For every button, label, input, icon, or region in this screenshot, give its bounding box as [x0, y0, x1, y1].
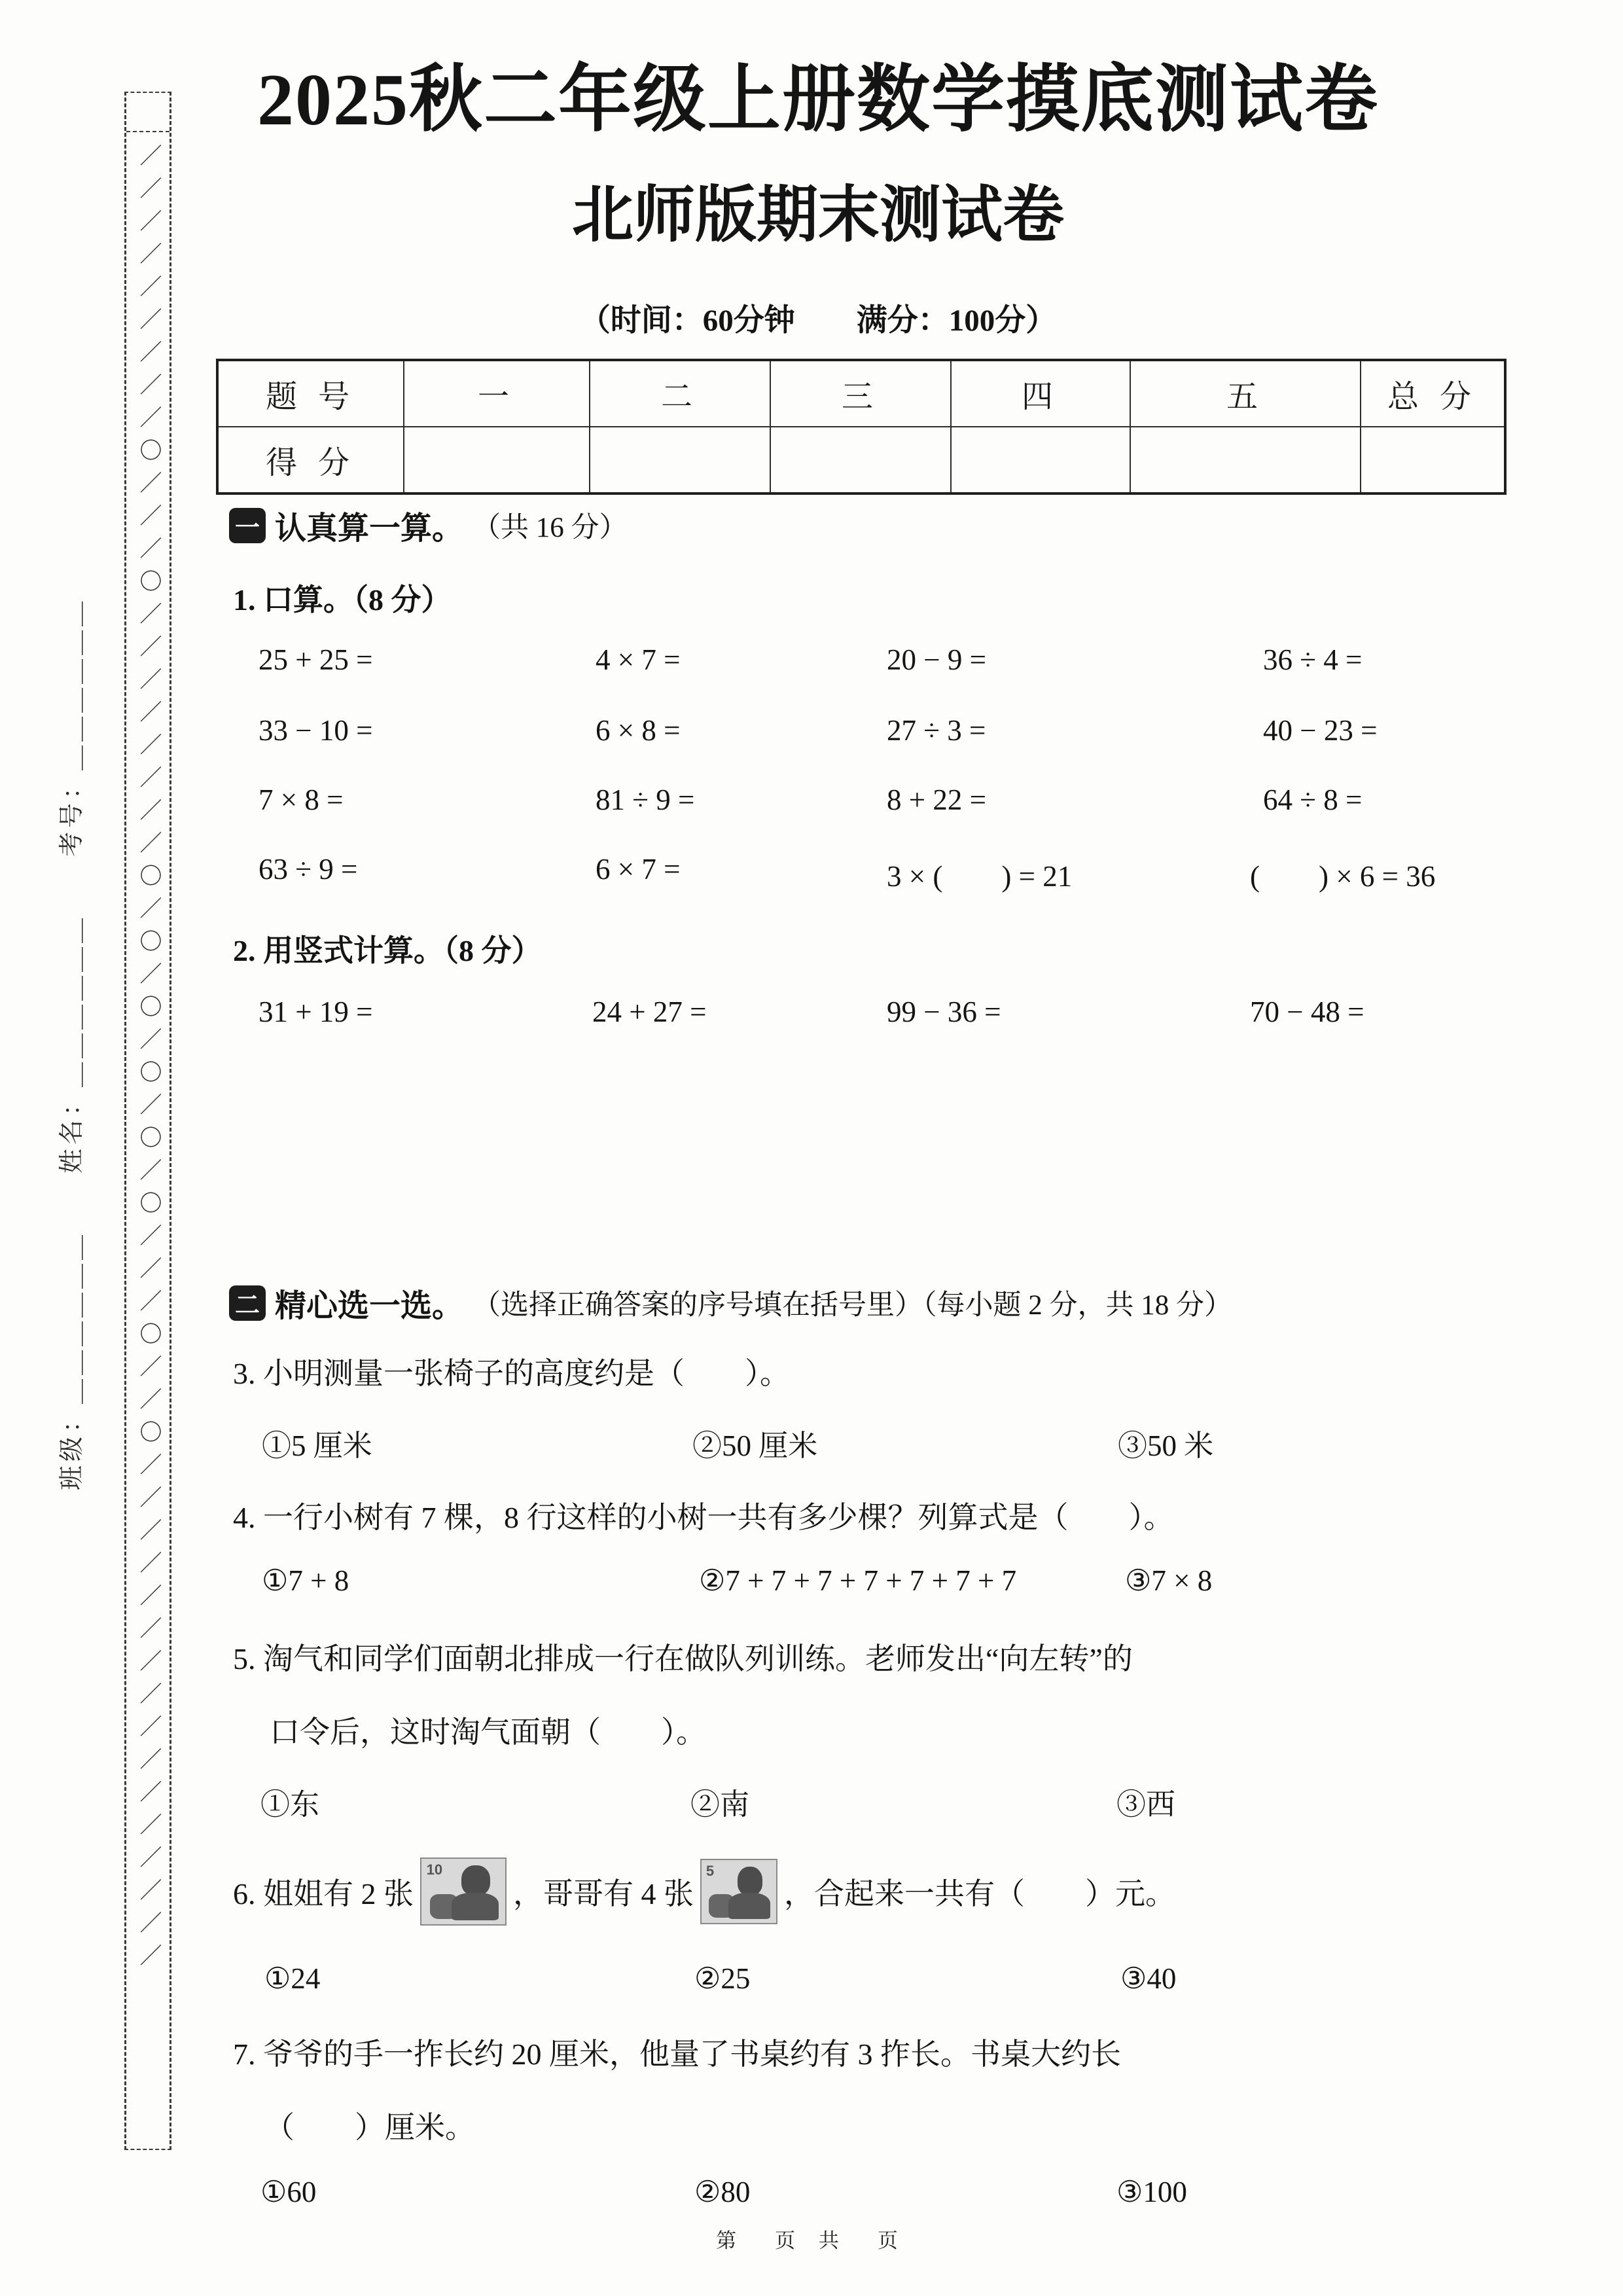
q1-expression: 3 × ( ) = 21	[887, 860, 1073, 893]
q6-option-3: ③40	[1120, 1962, 1177, 1995]
q1-expression: 6 × 8 =	[596, 714, 681, 747]
q5-options	[229, 1780, 1531, 1820]
binding-strip-cap	[126, 131, 169, 132]
question-5-text-line2: 口令后，这时淘气面朝（ ）。	[270, 1715, 706, 1749]
paper-body	[229, 0, 1531, 2296]
q1-row-1	[229, 643, 1531, 682]
banknote-10-yuan-image	[420, 1857, 507, 1926]
question-7-text-line1: 7. 爷爷的手一拃长约 20 厘米，他量了书桌约有 3 拃长。书桌大约长	[233, 2037, 1121, 2071]
section-1-points: （共 16 分）	[473, 512, 628, 543]
question-4-text: 4. 一行小树有 7 棵，8 行这样的小树一共有多少棵？列算式是（ ）。	[233, 1501, 1174, 1534]
q7-option-3: ③100	[1116, 2176, 1187, 2208]
q1-expression: 6 × 7 =	[596, 853, 681, 886]
q1-expression: 27 ÷ 3 =	[887, 714, 986, 747]
q1-row-3	[229, 783, 1531, 822]
q1-expression: 81 ÷ 9 =	[596, 783, 695, 816]
section-1-number-icon: 一	[229, 508, 266, 543]
score-header-cell: 四	[951, 360, 1130, 427]
q1-expression: 40 − 23 =	[1263, 714, 1378, 747]
q6-option-2: ②25	[694, 1962, 751, 1995]
q1-expression: 36 ÷ 4 =	[1263, 643, 1363, 676]
q3-option-3: ③50 米	[1118, 1429, 1214, 1462]
q4-option-1: ①7 + 8	[262, 1564, 349, 1597]
q1-expression: 64 ÷ 8 =	[1263, 783, 1363, 816]
banknote-portrait-head	[461, 1865, 490, 1895]
q2-expression: 99 − 36 =	[887, 996, 1001, 1028]
q5-option-3: ③西	[1116, 1788, 1176, 1821]
paper-subtitle: 北师版期末测试卷	[571, 181, 1064, 249]
q6-text-mid: ，哥哥有 4 张	[513, 1877, 694, 1910]
section-1-header	[229, 503, 628, 548]
banknote-portrait-head	[738, 1867, 763, 1895]
score-header-cell: 三	[770, 360, 951, 427]
q5-option-2: ②南	[690, 1788, 750, 1821]
q4-option-2: ②7 + 7 + 7 + 7 + 7 + 7 + 7	[699, 1564, 1017, 1597]
score-row-label: 得 分	[217, 427, 404, 493]
q1-expression: 7 × 8 =	[259, 783, 344, 816]
score-header-cell: 一	[404, 360, 590, 427]
q6-option-1: ①24	[264, 1962, 321, 1995]
q1-row-4	[229, 852, 1531, 891]
q4-option-3: ③7 × 8	[1125, 1564, 1213, 1597]
q1-row-2	[229, 713, 1531, 753]
time-score-info: （时间：60分钟 满分：100分）	[579, 304, 1057, 338]
q2-expression: 24 + 27 =	[592, 996, 707, 1028]
score-header-cell: 五	[1130, 360, 1361, 427]
q7-option-1: ①60	[260, 2176, 317, 2208]
student-info-margin	[51, 563, 136, 1525]
q3-options	[229, 1422, 1531, 1461]
q6-options	[229, 1961, 1531, 2000]
question-5-text-line1: 5. 淘气和同学们面朝北排成一行在做队列训练。老师发出“向左转”的	[233, 1642, 1133, 1676]
q2-row	[229, 995, 1531, 1034]
banknote-denomination: 10	[426, 1861, 443, 1878]
section-2-header	[229, 1280, 1232, 1325]
banknote-portrait-body	[452, 1893, 499, 1920]
score-header-cell: 二	[590, 360, 770, 427]
question-1-label: 1. 口算。（8 分）	[233, 583, 452, 617]
banknote-denomination: 5	[705, 1862, 715, 1879]
question-3-text: 3. 小明测量一张椅子的高度约是（ ）。	[233, 1357, 790, 1390]
banknote-portrait-body	[728, 1893, 770, 1919]
page-footer: 第 页 共 页	[716, 2229, 907, 2252]
question-6-text	[233, 1857, 1175, 1926]
q7-option-2: ②80	[694, 2176, 751, 2208]
q1-expression: 33 − 10 =	[259, 714, 373, 747]
score-header-cell: 总 分	[1361, 360, 1505, 427]
section-1-title: 认真算一算。	[275, 511, 464, 546]
q1-expression: 4 × 7 =	[596, 643, 681, 676]
section-2-number-icon: 二	[229, 1285, 266, 1321]
q5-option-1: ①东	[260, 1788, 320, 1821]
q3-option-1: ①5 厘米	[262, 1429, 372, 1462]
score-header-cell: 题 号	[217, 360, 404, 427]
question-7-text-line2: （ ）厘米。	[264, 2111, 475, 2144]
q3-option-2: ②50 厘米	[692, 1429, 818, 1462]
section-2-title: 精心选一选。	[275, 1289, 464, 1323]
q4-options	[229, 1563, 1531, 1602]
student-info-labels: 班级：＿＿＿＿＿＿ 姓名：＿＿＿＿＿＿ 考号：＿＿＿＿＿＿	[58, 598, 86, 1491]
question-2-label: 2. 用竖式计算。（8 分）	[233, 934, 542, 967]
banknote-5-yuan-image	[700, 1859, 777, 1924]
q1-expression: 20 − 9 =	[887, 643, 987, 676]
section-2-points: （选择正确答案的序号填在括号里）（每小题 2 分，共 18 分）	[473, 1290, 1233, 1321]
q1-expression: 63 ÷ 9 =	[259, 853, 358, 886]
q2-expression: 70 − 48 =	[1250, 996, 1364, 1028]
q1-expression: ( ) × 6 = 36	[1250, 860, 1436, 893]
q7-options	[229, 2174, 1531, 2214]
paper-title: 2025秋二年级上册数学摸底测试卷	[257, 60, 1379, 141]
q6-text-pre: 6. 姐姐有 2 张	[233, 1877, 414, 1910]
binding-strip-pattern: ／／／／／／／／／〇／／／〇／／／／／／／／〇／〇／〇／〇／〇／〇／／／〇／／〇／／／／／／／／／／／／／／／／	[136, 144, 160, 1977]
q6-text-post: ，合起来一共有（ ）元。	[784, 1877, 1175, 1910]
q2-expression: 31 + 19 =	[259, 996, 373, 1028]
q1-expression: 25 + 25 =	[259, 643, 373, 676]
q1-expression: 8 + 22 =	[887, 783, 987, 816]
